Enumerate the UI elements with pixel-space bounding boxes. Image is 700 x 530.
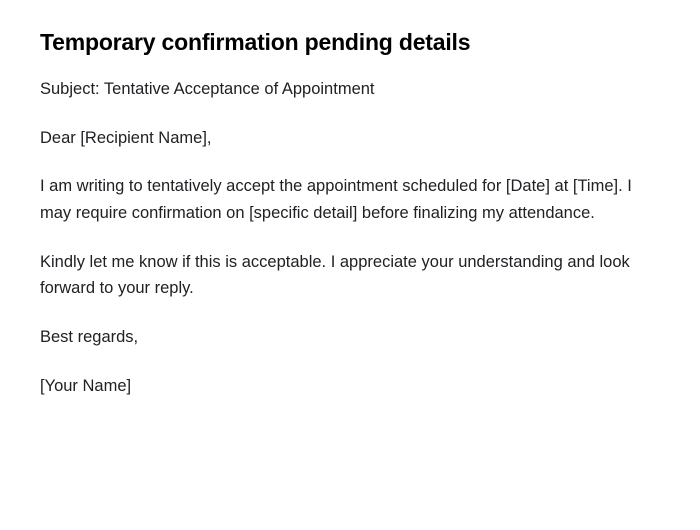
paragraph-body-2: Kindly let me know if this is acceptable. I appreciate your understanding and look forward to your reply. — [40, 252, 630, 298]
paragraph-subject: Subject: Tentative Acceptance of Appointment — [40, 79, 375, 98]
page-title: Temporary confirmation pending details — [40, 29, 471, 55]
paragraph-signature: [Your Name] — [40, 376, 132, 395]
paragraph-closing: Best regards, — [40, 328, 139, 347]
document-body — [40, 76, 660, 400]
paragraph-salutation: Dear [Recipient Name], — [40, 128, 212, 147]
paragraph-body-1: I am writing to tentatively accept the appointment scheduled for [Date] at [Time]. I may require confirmation on [specific detail] before finalizing my attendance. — [40, 177, 632, 223]
